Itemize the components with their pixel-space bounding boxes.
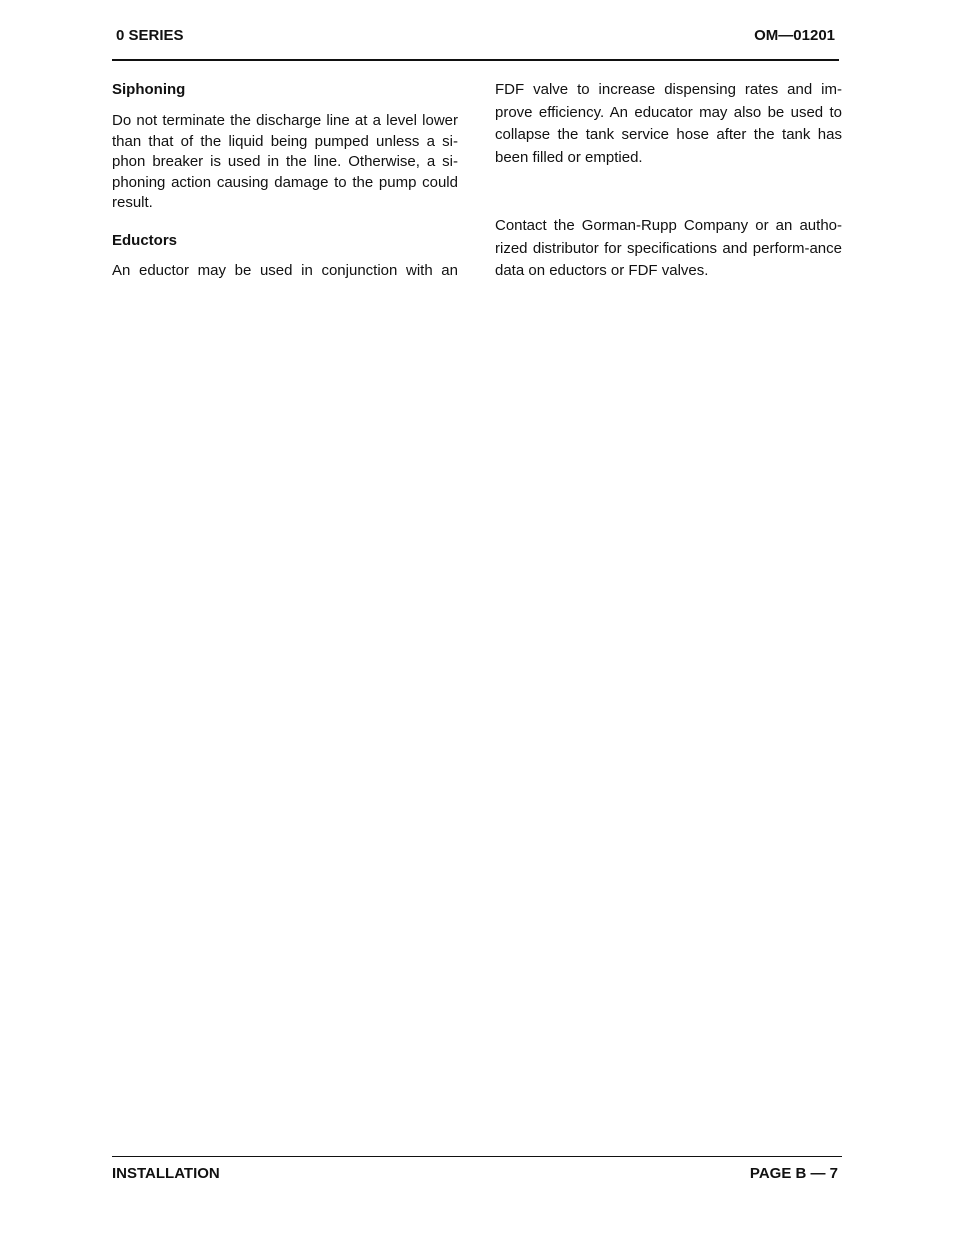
footer-rule xyxy=(112,1156,842,1157)
siphoning-paragraph: Do not terminate the discharge line at a level lower than that of the liquid being pumped unless a si-phon breaker is used in the line. Otherwise, a si-phoning action causing damage to the pump could result. xyxy=(112,112,458,212)
header-rule xyxy=(112,59,839,61)
header-series: 0 SERIES xyxy=(116,27,184,44)
running-header xyxy=(112,26,838,48)
eductors-paragraph-continued: FDF valve to increase dispensing rates and im-prove efficiency. An educator may also be used to collapse the tank service hose after the tank has been filled or emptied. xyxy=(495,81,842,167)
siphoning-heading: Siphoning xyxy=(112,81,186,98)
contact-paragraph: Contact the Gorman-Rupp Company or an autho-rized distributor for specifications and perform-ance data on eductors or FDF valves. xyxy=(495,216,842,280)
eductors-heading: Eductors xyxy=(112,231,178,249)
footer-section: INSTALLATION xyxy=(112,1165,220,1182)
footer-page-number: PAGE B — 7 xyxy=(749,1165,838,1182)
eductors-paragraph-start: An eductor may be used in conjunction with an xyxy=(112,261,458,279)
running-footer xyxy=(112,1164,838,1186)
right-column xyxy=(495,79,842,283)
header-manual-number: OM—01201 xyxy=(754,27,835,44)
left-column xyxy=(112,79,458,282)
